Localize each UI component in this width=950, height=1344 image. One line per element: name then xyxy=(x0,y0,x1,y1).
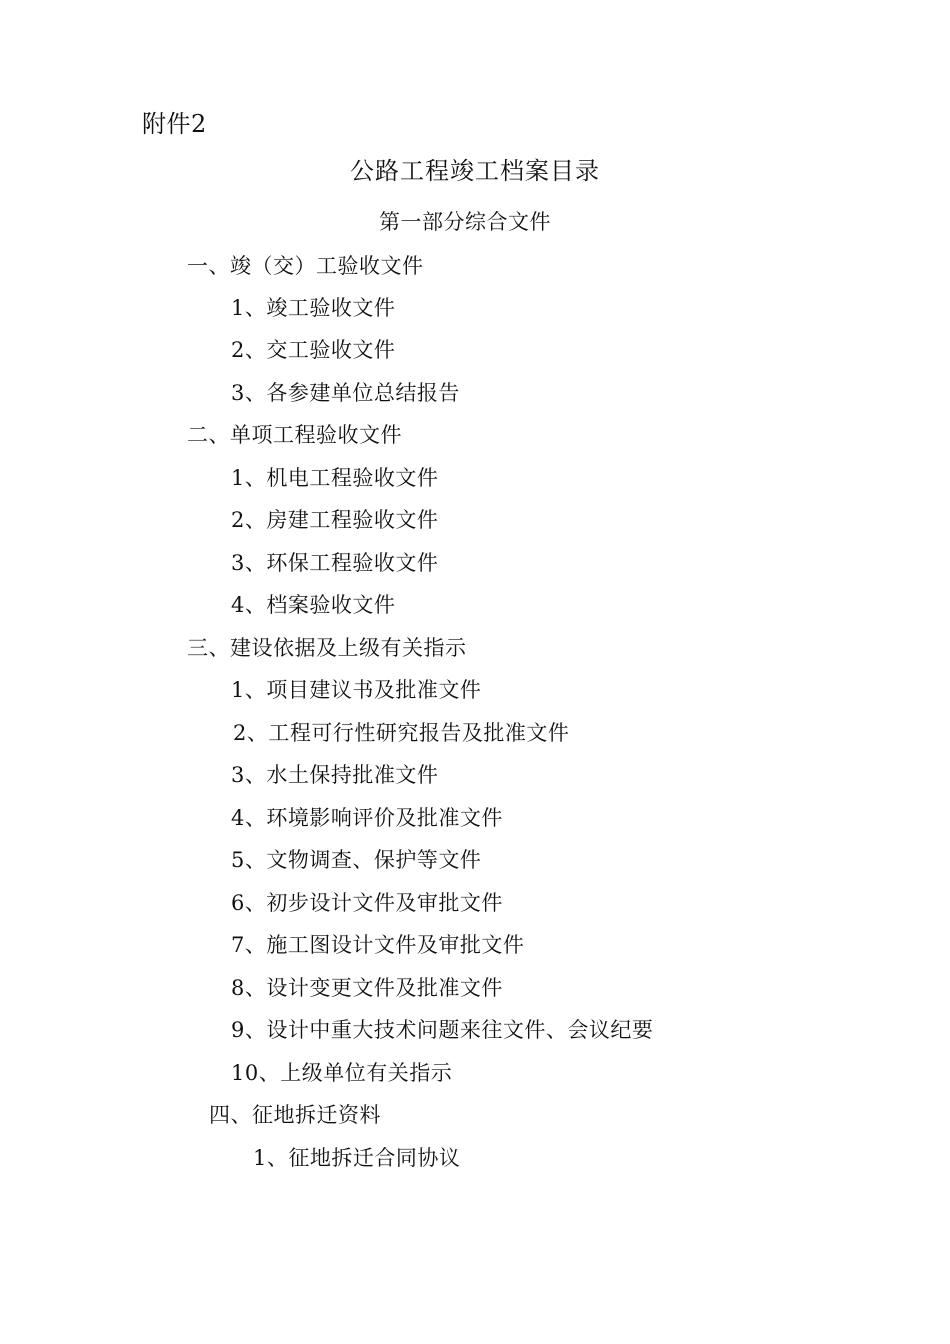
list-item: 10、上级单位有关指示 xyxy=(231,1061,453,1085)
list-item: 5、文物调查、保护等文件 xyxy=(231,848,482,872)
list-item: 3、各参建单位总结报告 xyxy=(231,381,460,405)
list-item: 9、设计中重大技术问题来往文件、会议纪要 xyxy=(231,1018,654,1042)
part-title: 第一部分综合文件 xyxy=(379,210,551,234)
list-item: 4、档案验收文件 xyxy=(231,593,396,617)
list-item: 1、项目建议书及批准文件 xyxy=(231,678,482,702)
list-item: 1、机电工程验收文件 xyxy=(231,466,439,490)
section-heading-3: 三、建设依据及上级有关指示 xyxy=(187,636,467,660)
list-item: 3、环保工程验收文件 xyxy=(231,551,439,575)
list-item: 3、水土保持批准文件 xyxy=(231,763,439,787)
section-heading-1: 一、竣（交）工验收文件 xyxy=(187,254,424,278)
attachment-label: 附件2 xyxy=(142,110,207,138)
list-item: 4、环境影响评价及批准文件 xyxy=(231,806,503,830)
list-item: 7、施工图设计文件及审批文件 xyxy=(231,933,525,957)
list-item: 2、工程可行性研究报告及批准文件 xyxy=(233,721,570,745)
section-heading-2: 二、单项工程验收文件 xyxy=(187,423,402,447)
list-item: 8、设计变更文件及批准文件 xyxy=(231,976,503,1000)
list-item: 1、征地拆迁合同协议 xyxy=(253,1146,461,1170)
list-item: 2、房建工程验收文件 xyxy=(231,508,439,532)
document-title: 公路工程竣工档案目录 xyxy=(350,157,600,185)
list-item: 6、初步设计文件及审批文件 xyxy=(231,891,503,915)
section-heading-4: 四、征地拆迁资料 xyxy=(209,1103,381,1127)
list-item: 2、交工验收文件 xyxy=(231,338,396,362)
list-item: 1、竣工验收文件 xyxy=(231,296,396,320)
